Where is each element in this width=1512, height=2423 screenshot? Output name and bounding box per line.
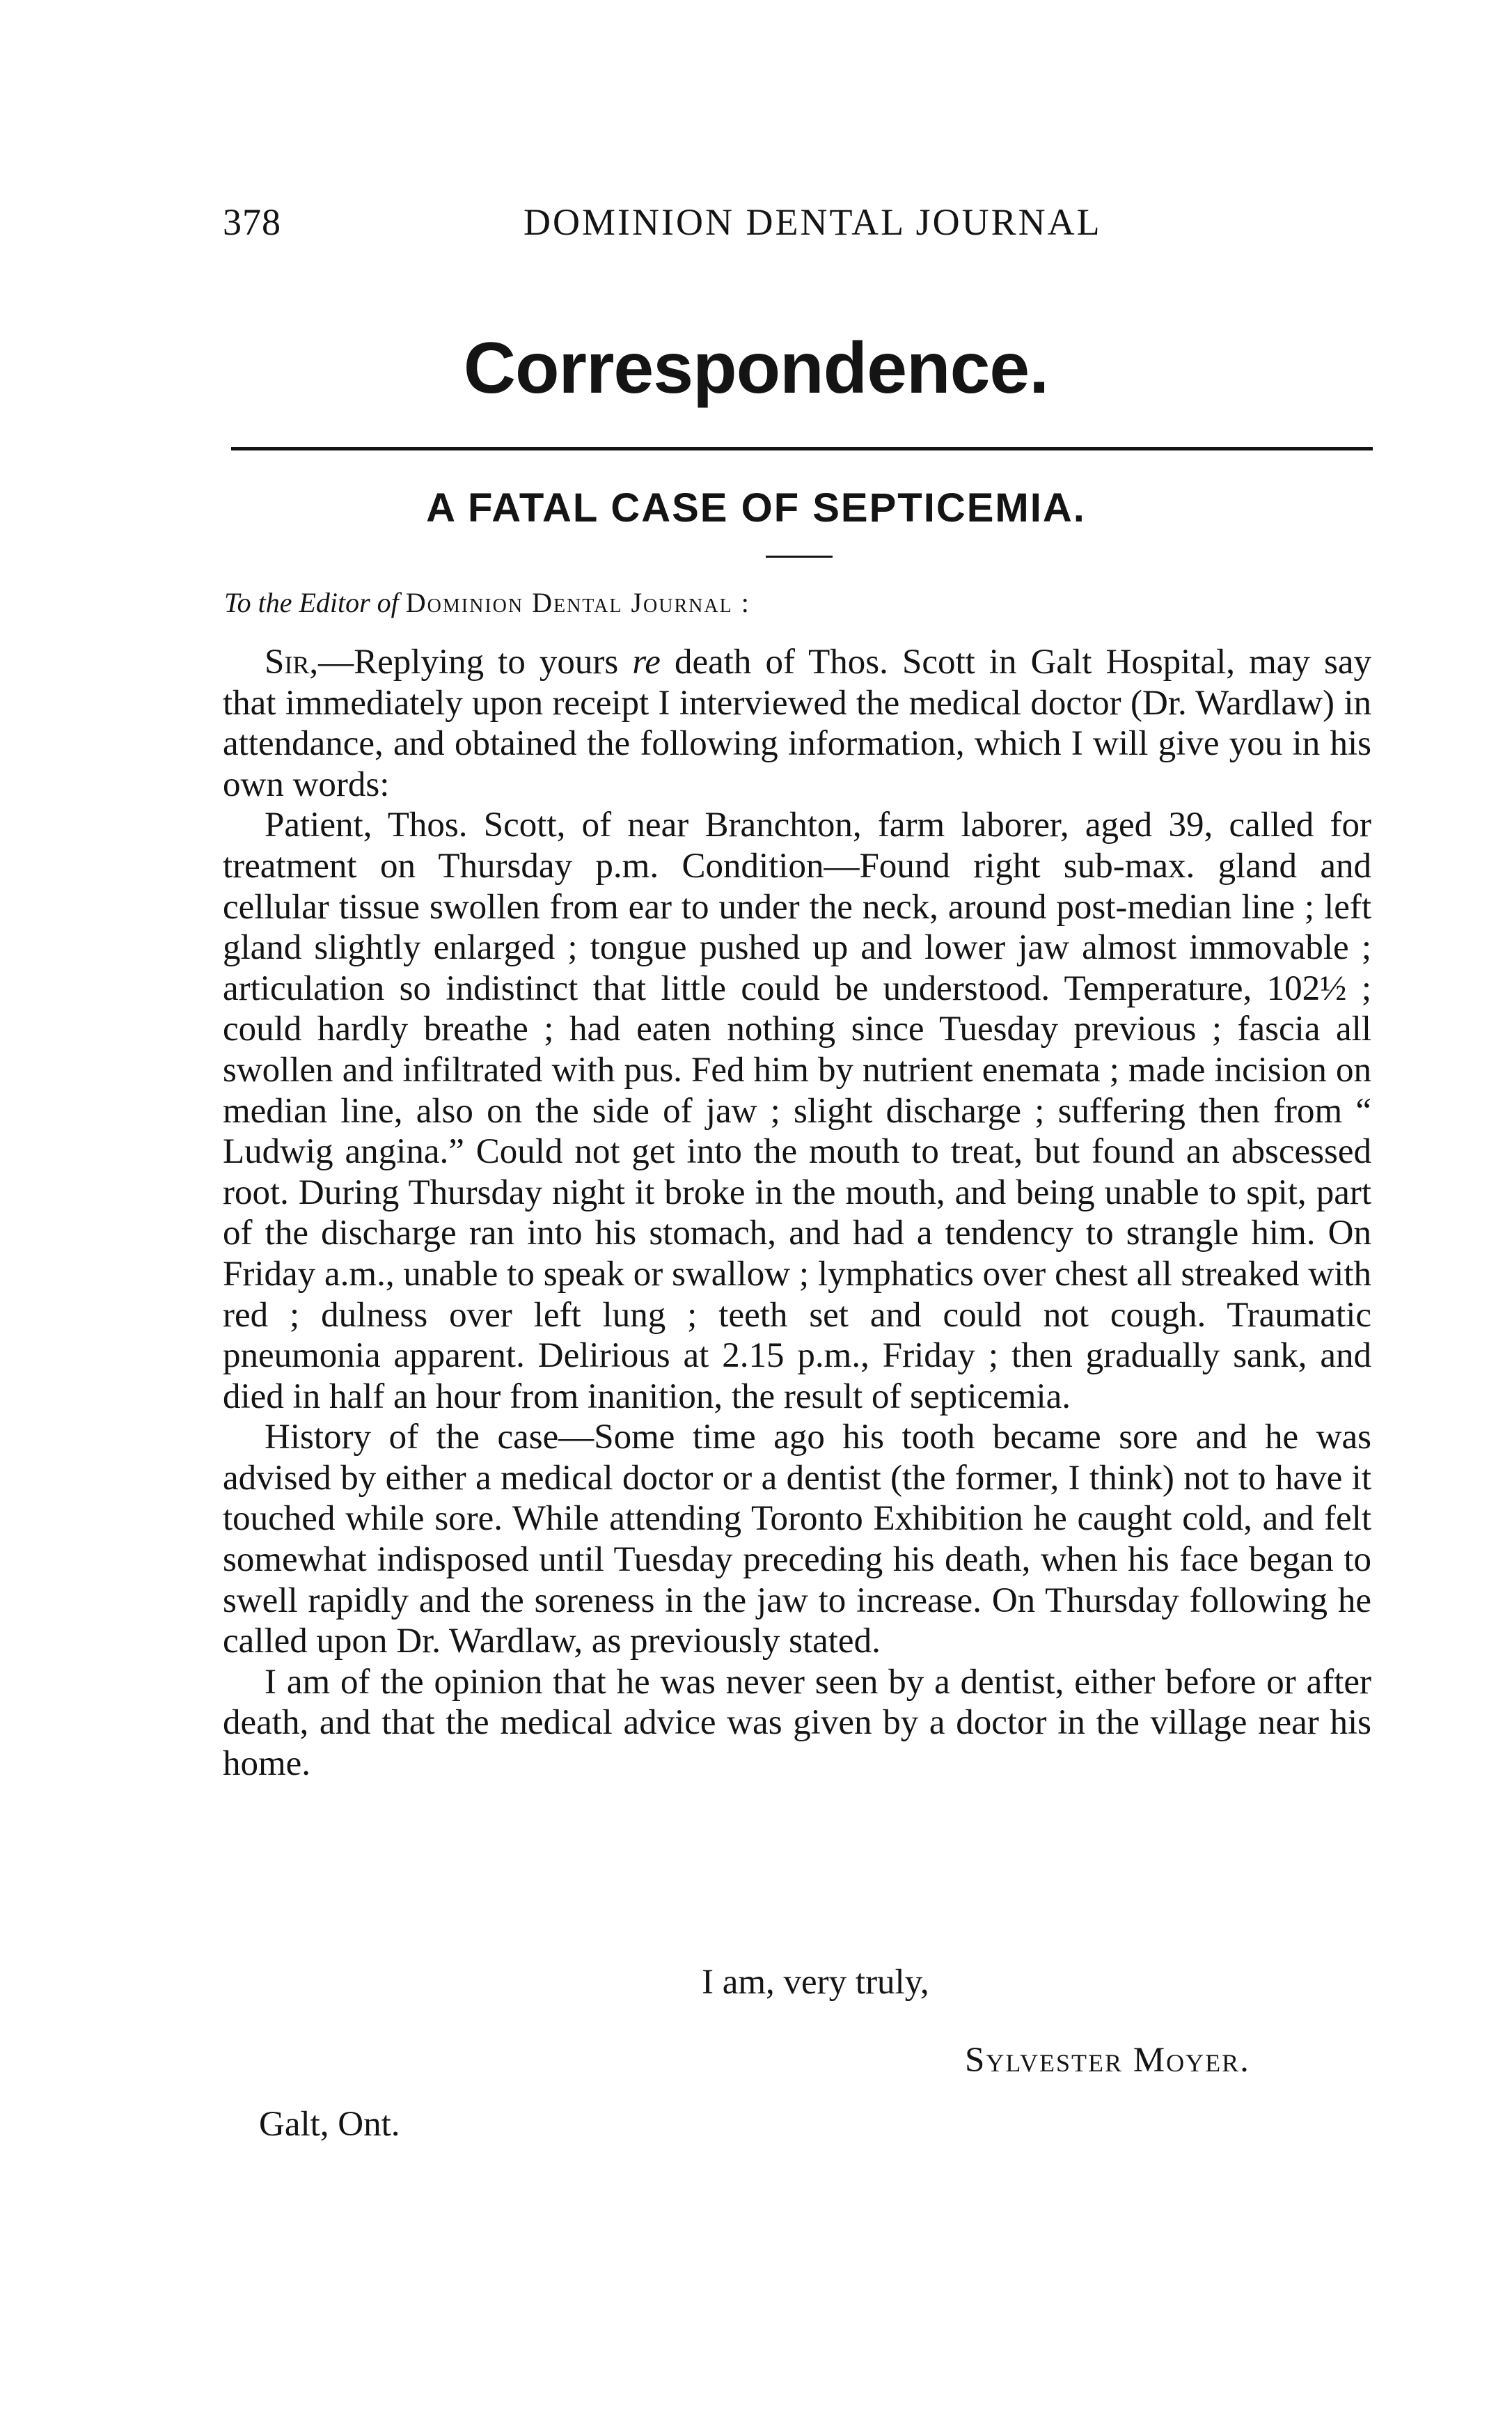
letter-paragraph-1-start: —Replying to yours (318, 643, 633, 682)
letter-paragraph: History of the case—Some time ago his tooth became sore and he was advised by either a medical doctor or a dentist (the former, I think) not to have it touched while sore. While attending Toronto Exhibition he caught cold, and felt somewhat indisposed until Tuesday preceding his death, when his face began to swell rapidly and the soreness in the jaw to increase. On Thursday following he called upon Dr. Wardlaw, as previously stated. (223, 1418, 1371, 1661)
salutation-to: To the Editor of (224, 587, 399, 618)
letter-paragraph: I am of the opinion that he was never seen by a dentist, either before or after death, and that the medical advice was given by a doctor in the village near his home. (223, 1662, 1371, 1784)
letter-closing: I am, very truly, (702, 1963, 929, 2002)
article-title: A FATAL CASE OF SEPTICEMIA. (426, 485, 1086, 531)
letter-place: Galt, Ont. (259, 2105, 400, 2144)
salutation (224, 586, 750, 619)
running-head (223, 201, 1371, 263)
letter-signature: Sylvester Moyer. (965, 2041, 1250, 2080)
letter-paragraph: Patient, Thos. Scott, of near Branchton, farm laborer, aged 39, called for treatment on Thursday p.m. Condition—Found right sub-max. gland and cellular tissue swollen from ear to under the neck, around post-median line ; left gland slightly enlarged ; tongue pushed up and lower jaw almost immovable ; articulation so indistinct that little could be understood. Temperature, 102½ ; could hardly breathe ; had eaten nothing since Tuesday previous ; fascia all swollen and infiltrated with pus. Fed him by nutrient enemata ; made incision on median line, also on the side of jaw ; slight discharge ; suffering then from “ Ludwig angina.” Could not get into the mouth to treat, but found an abscessed root. During Thursday night it broke in the mouth, and being unable to spit, part of the discharge ran into his stomach, and had a tendency to strangle him. On Friday a.m., unable to speak or swallow ; lymphatics over chest all streaked with red ; dulness over left lung ; teeth set and could not cough. Traumatic pneumonia apparent. Delirious at 2.15 p.m., Friday ; then gradually sank, and died in half an hour from inanition, the result of septicemia. (223, 806, 1371, 1416)
page-number: 378 (223, 201, 281, 243)
re-abbreviation: re (632, 643, 661, 682)
title-divider (766, 556, 833, 558)
section-title: Correspondence. (463, 328, 1049, 409)
salutation-journal: Dominion Dental Journal : (405, 587, 750, 618)
letter-paragraph-1-end: death of Thos. Scott in Galt Hospital, may say that immediately upon receipt I interviewed the medical doctor (Dr. Wardlaw) in attendance, and obtained the following information, which I will give you in his own words: (223, 643, 1371, 804)
letter-body (223, 642, 1371, 1785)
letter-greeting: Sir, (265, 643, 319, 682)
letter-paragraph (223, 642, 1371, 805)
journal-title: DOMINION DENTAL JOURNAL (523, 201, 1102, 243)
section-divider (231, 447, 1373, 450)
